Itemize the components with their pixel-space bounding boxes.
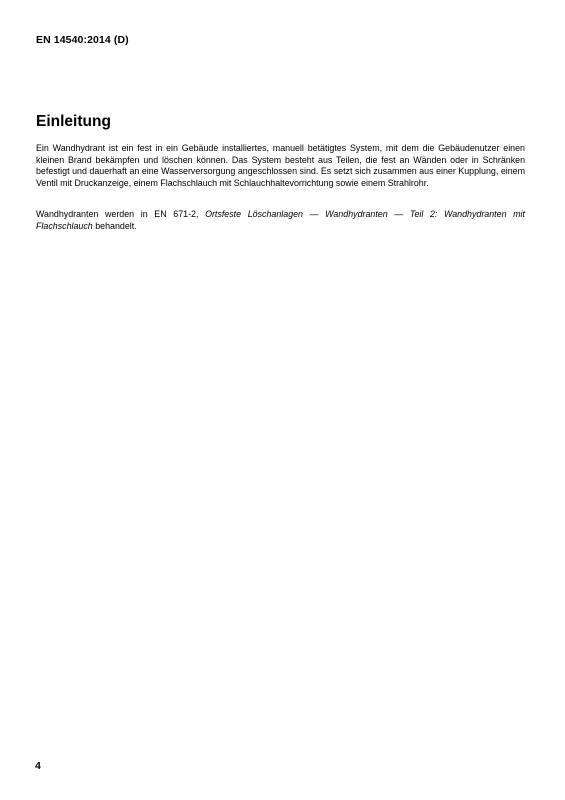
intro-paragraph-1: Ein Wandhydrant ist ein fest in ein Gebäude installiertes, manuell betätigtes System, mit dem die Gebäudenutzer einen kleinen Brand bekämpfen und löschen können. Das System besteht aus Teilen, die fest an Wänden oder in Schränken befestigt und dauerhaft an eine Wasserversorgung angeschlossen sind. Es setzt sich zusammen aus einer Kupplung, einem Ventil mit Druckanzeige, einem Flachschlauch mit Schlauchhaltevorrichtung sowie einem Strahlrohr. [36,143,525,188]
paragraph-2-suffix: behandelt. [92,220,137,231]
section-title: Einleitung [36,113,111,130]
intro-paragraph-2 [36,209,525,232]
document-header: EN 14540:2014 (D) [36,34,129,46]
page-number: 4 [35,760,41,772]
paragraph-2-prefix: Wandhydranten werden in EN 671-2, [36,209,206,219]
standard-title-reference: Ortsfeste Löschanlagen — Wandhydranten — Teil 2: Wandhydranten mit Flachschlauch [36,209,525,231]
